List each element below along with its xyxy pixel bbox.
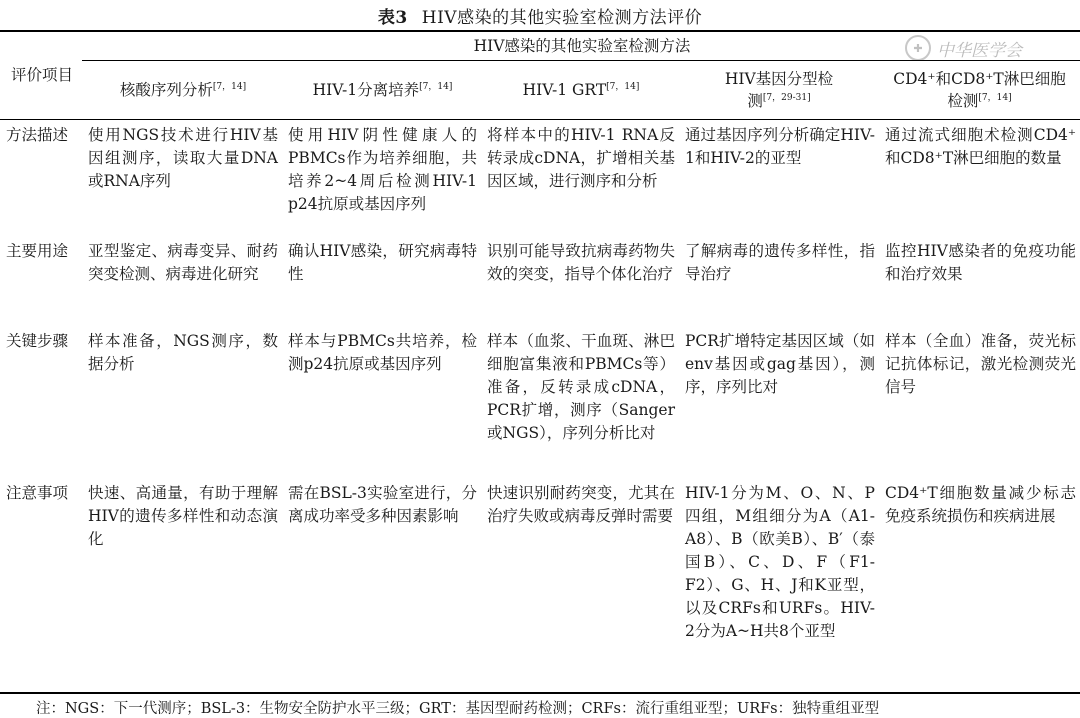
table-cell: 需在BSL-3实验室进行，分离成功率受多种因素影响 [282, 478, 481, 693]
table-cell: 样本（血浆、干血斑、淋巴细胞富集液和PBMCs等）准备，反转录成cDNA，PCR扩增，测序（Sanger或NGS），序列分析比对 [487, 332, 675, 442]
column-header: CD4⁺和CD8⁺T淋巴细胞检测[7，14] [879, 61, 1080, 120]
row-label: 注意事项 [0, 478, 82, 693]
table-cell: 了解病毒的遗传多样性，指导治疗 [685, 242, 875, 283]
table-cell: 样本准备，NGS测序，数据分析 [88, 332, 278, 373]
header-row-top [0, 31, 1080, 61]
table-cell: 快速识别耐药突变，尤其在治疗失败或病毒反弹时需要 [481, 478, 679, 693]
column-header: HIV-1 GRT[7，14] [481, 61, 679, 120]
column-header: HIV基因分型检测[7，29-31] [679, 61, 879, 120]
table-row [0, 120, 1080, 237]
row-label: 主要用途 [6, 242, 69, 260]
evaluation-table [0, 30, 1080, 694]
table-cell: 通过基因序列分析确定HIV-1和HIV-2的亚型 [685, 126, 875, 167]
column-header: 核酸序列分析[7，14] [82, 61, 282, 120]
table-cell: 使用NGS技术进行HIV基因组测序，读取大量DNA或RNA序列 [88, 126, 278, 190]
row-label: 方法描述 [6, 126, 69, 144]
table-cell: 亚型鉴定、病毒变异、耐药突变检测、病毒进化研究 [88, 242, 278, 283]
column-header: HIV-1分离培养[7，14] [282, 61, 481, 120]
table-cell: 样本（全血）准备，荧光标记抗体标记，激光检测荧光信号 [885, 332, 1077, 396]
seal-icon: ✚ [905, 35, 931, 61]
table-cell: PCR扩增特定基因区域（如env基因或gag基因），测序，序列比对 [685, 332, 875, 396]
table-cell: CD4⁺T细胞数量减少标志免疫系统损伤和疾病进展 [879, 478, 1080, 693]
table-cell: 将样本中的HIV-1 RNA反转录成cDNA，扩增相关基因区域，进行测序和分析 [487, 126, 675, 190]
table-cell: 监控HIV感染者的免疫功能和治疗效果 [885, 242, 1077, 283]
table-cell: 样本与PBMCs共培养，检测p24抗原或基因序列 [288, 332, 477, 373]
methods-header: HIV感染的其他实验室检测方法 [82, 31, 1080, 61]
row-label: 关键步骤 [6, 332, 69, 350]
header-row-columns [0, 61, 1080, 120]
table-row [0, 478, 1080, 693]
table-cell: 使用HIV阴性健康人的PBMCs作为培养细胞，共培养2~4周后检测HIV-1 p24抗原或基因序列 [288, 126, 477, 213]
table-title [0, 3, 1080, 28]
table-title-text: HIV感染的其他实验室检测方法评价 [421, 8, 703, 28]
table-cell: 通过流式细胞术检测CD4⁺和CD8⁺T淋巴细胞的数量 [885, 126, 1077, 167]
table-row [0, 236, 1080, 326]
table-cell: 确认HIV感染，研究病毒特性 [288, 242, 477, 283]
table-row [0, 326, 1080, 478]
table-number: 表3 [377, 8, 408, 28]
watermark-text: 中华医学会 [937, 40, 1022, 61]
table-cell: HIV-1分为M、O、N、P四组，M组细分为A（A1-A8）、B（欧美B）、B′（泰国B）、C、D、F（F1-F2）、G、H、J和K亚型，以及CRFs和URFs。HIV-2分为A~H共8个亚型 [679, 478, 879, 693]
item-header: 评价项目 [0, 31, 82, 120]
table-cell: 快速、高通量，有助于理解HIV的遗传多样性和动态演化 [82, 478, 282, 693]
table-cell: 识别可能导致抗病毒药物失效的突变，指导个体化治疗 [487, 242, 675, 283]
table-footnote: 注：NGS：下一代测序；BSL-3：生物安全防护水平三级；GRT：基因型耐药检测；CRFs：流行重组亚型；URFs：独特重组亚型 [36, 701, 880, 717]
